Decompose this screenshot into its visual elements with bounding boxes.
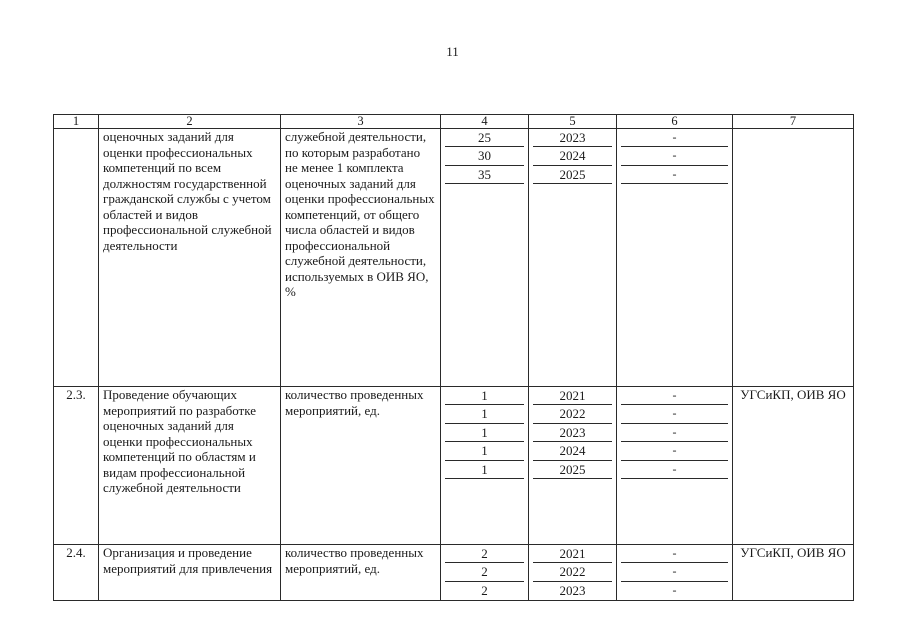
col6-item: - [621, 424, 728, 442]
responsible: УГСиКП, ОИВ ЯО [733, 545, 854, 601]
year-item: 2021 [533, 387, 612, 405]
header-col-6: 6 [617, 115, 733, 129]
col6-cell [617, 387, 733, 545]
value-item: 1 [445, 442, 524, 460]
value-item: 1 [445, 424, 524, 442]
row-number: 2.4. [54, 545, 99, 601]
col6-item: - [621, 129, 728, 147]
col6-item: - [621, 545, 728, 563]
value-item: 1 [445, 387, 524, 405]
table-row [54, 129, 854, 387]
table-row [54, 545, 854, 601]
activity-name: Проведение обучающих мероприятий по разработке оценочных заданий для оценки профессиональных компетенций по областям и видам профессиональной служебной деятельности [99, 387, 281, 545]
col6-cell [617, 545, 733, 601]
col6-item: - [621, 405, 728, 423]
year-item: 2022 [533, 563, 612, 581]
value-item: 1 [445, 405, 524, 423]
years-cell [529, 545, 617, 601]
years-cell [529, 387, 617, 545]
col6-cell [617, 129, 733, 387]
header-col-3: 3 [281, 115, 441, 129]
row-number [54, 129, 99, 387]
col6-item: - [621, 387, 728, 405]
col6-item: - [672, 461, 677, 476]
year-item: 2022 [533, 405, 612, 423]
header-col-5: 5 [529, 115, 617, 129]
year-item: 2023 [559, 582, 586, 598]
col6-item: - [621, 563, 728, 581]
table-row [54, 387, 854, 545]
header-col-1: 1 [54, 115, 99, 129]
header-col-2: 2 [99, 115, 281, 129]
col6-item: - [672, 166, 677, 181]
values-cell [441, 545, 529, 601]
year-item: 2025 [559, 461, 586, 477]
indicator-text: количество проведенных мероприятий, ед. [281, 387, 441, 545]
responsible [733, 129, 854, 387]
col6-item: - [621, 147, 728, 165]
header-row [54, 115, 854, 129]
year-item: 2025 [559, 166, 586, 182]
col6-item: - [672, 582, 677, 597]
value-item: 1 [481, 461, 488, 477]
year-item: 2024 [533, 147, 612, 165]
responsible: УГСиКП, ОИВ ЯО [733, 387, 854, 545]
values-cell [441, 387, 529, 545]
year-item: 2023 [533, 424, 612, 442]
activities-table [53, 114, 854, 601]
page-number: 11 [446, 44, 459, 59]
header-col-7: 7 [733, 115, 854, 129]
indicator-text: количество проведенных мероприятий, ед. [281, 545, 441, 601]
value-item: 25 [445, 129, 524, 147]
col6-item: - [621, 442, 728, 460]
value-item: 2 [445, 563, 524, 581]
year-item: 2021 [533, 545, 612, 563]
value-item: 2 [445, 545, 524, 563]
value-item: 2 [481, 582, 488, 598]
year-item: 2024 [533, 442, 612, 460]
header-col-4: 4 [441, 115, 529, 129]
activity-name: Организация и проведение мероприятий для привлечения [99, 545, 281, 601]
row-number: 2.3. [54, 387, 99, 545]
values-cell [441, 129, 529, 387]
year-item: 2023 [533, 129, 612, 147]
activity-name: оценочных заданий для оценки профессиональных компетенций по всем должностям государственной гражданской службы с учетом областей и видов профессиональной служебной деятельности [99, 129, 281, 387]
years-cell [529, 129, 617, 387]
value-item: 35 [478, 166, 491, 182]
value-item: 30 [445, 147, 524, 165]
indicator-text: служебной деятельности, по которым разработано не менее 1 комплекта оценочных заданий для оценки профессиональных компетенций, от общего числа областей и видов профессиональной служебной деятельности, используемых в ОИВ ЯО, % [281, 129, 441, 387]
